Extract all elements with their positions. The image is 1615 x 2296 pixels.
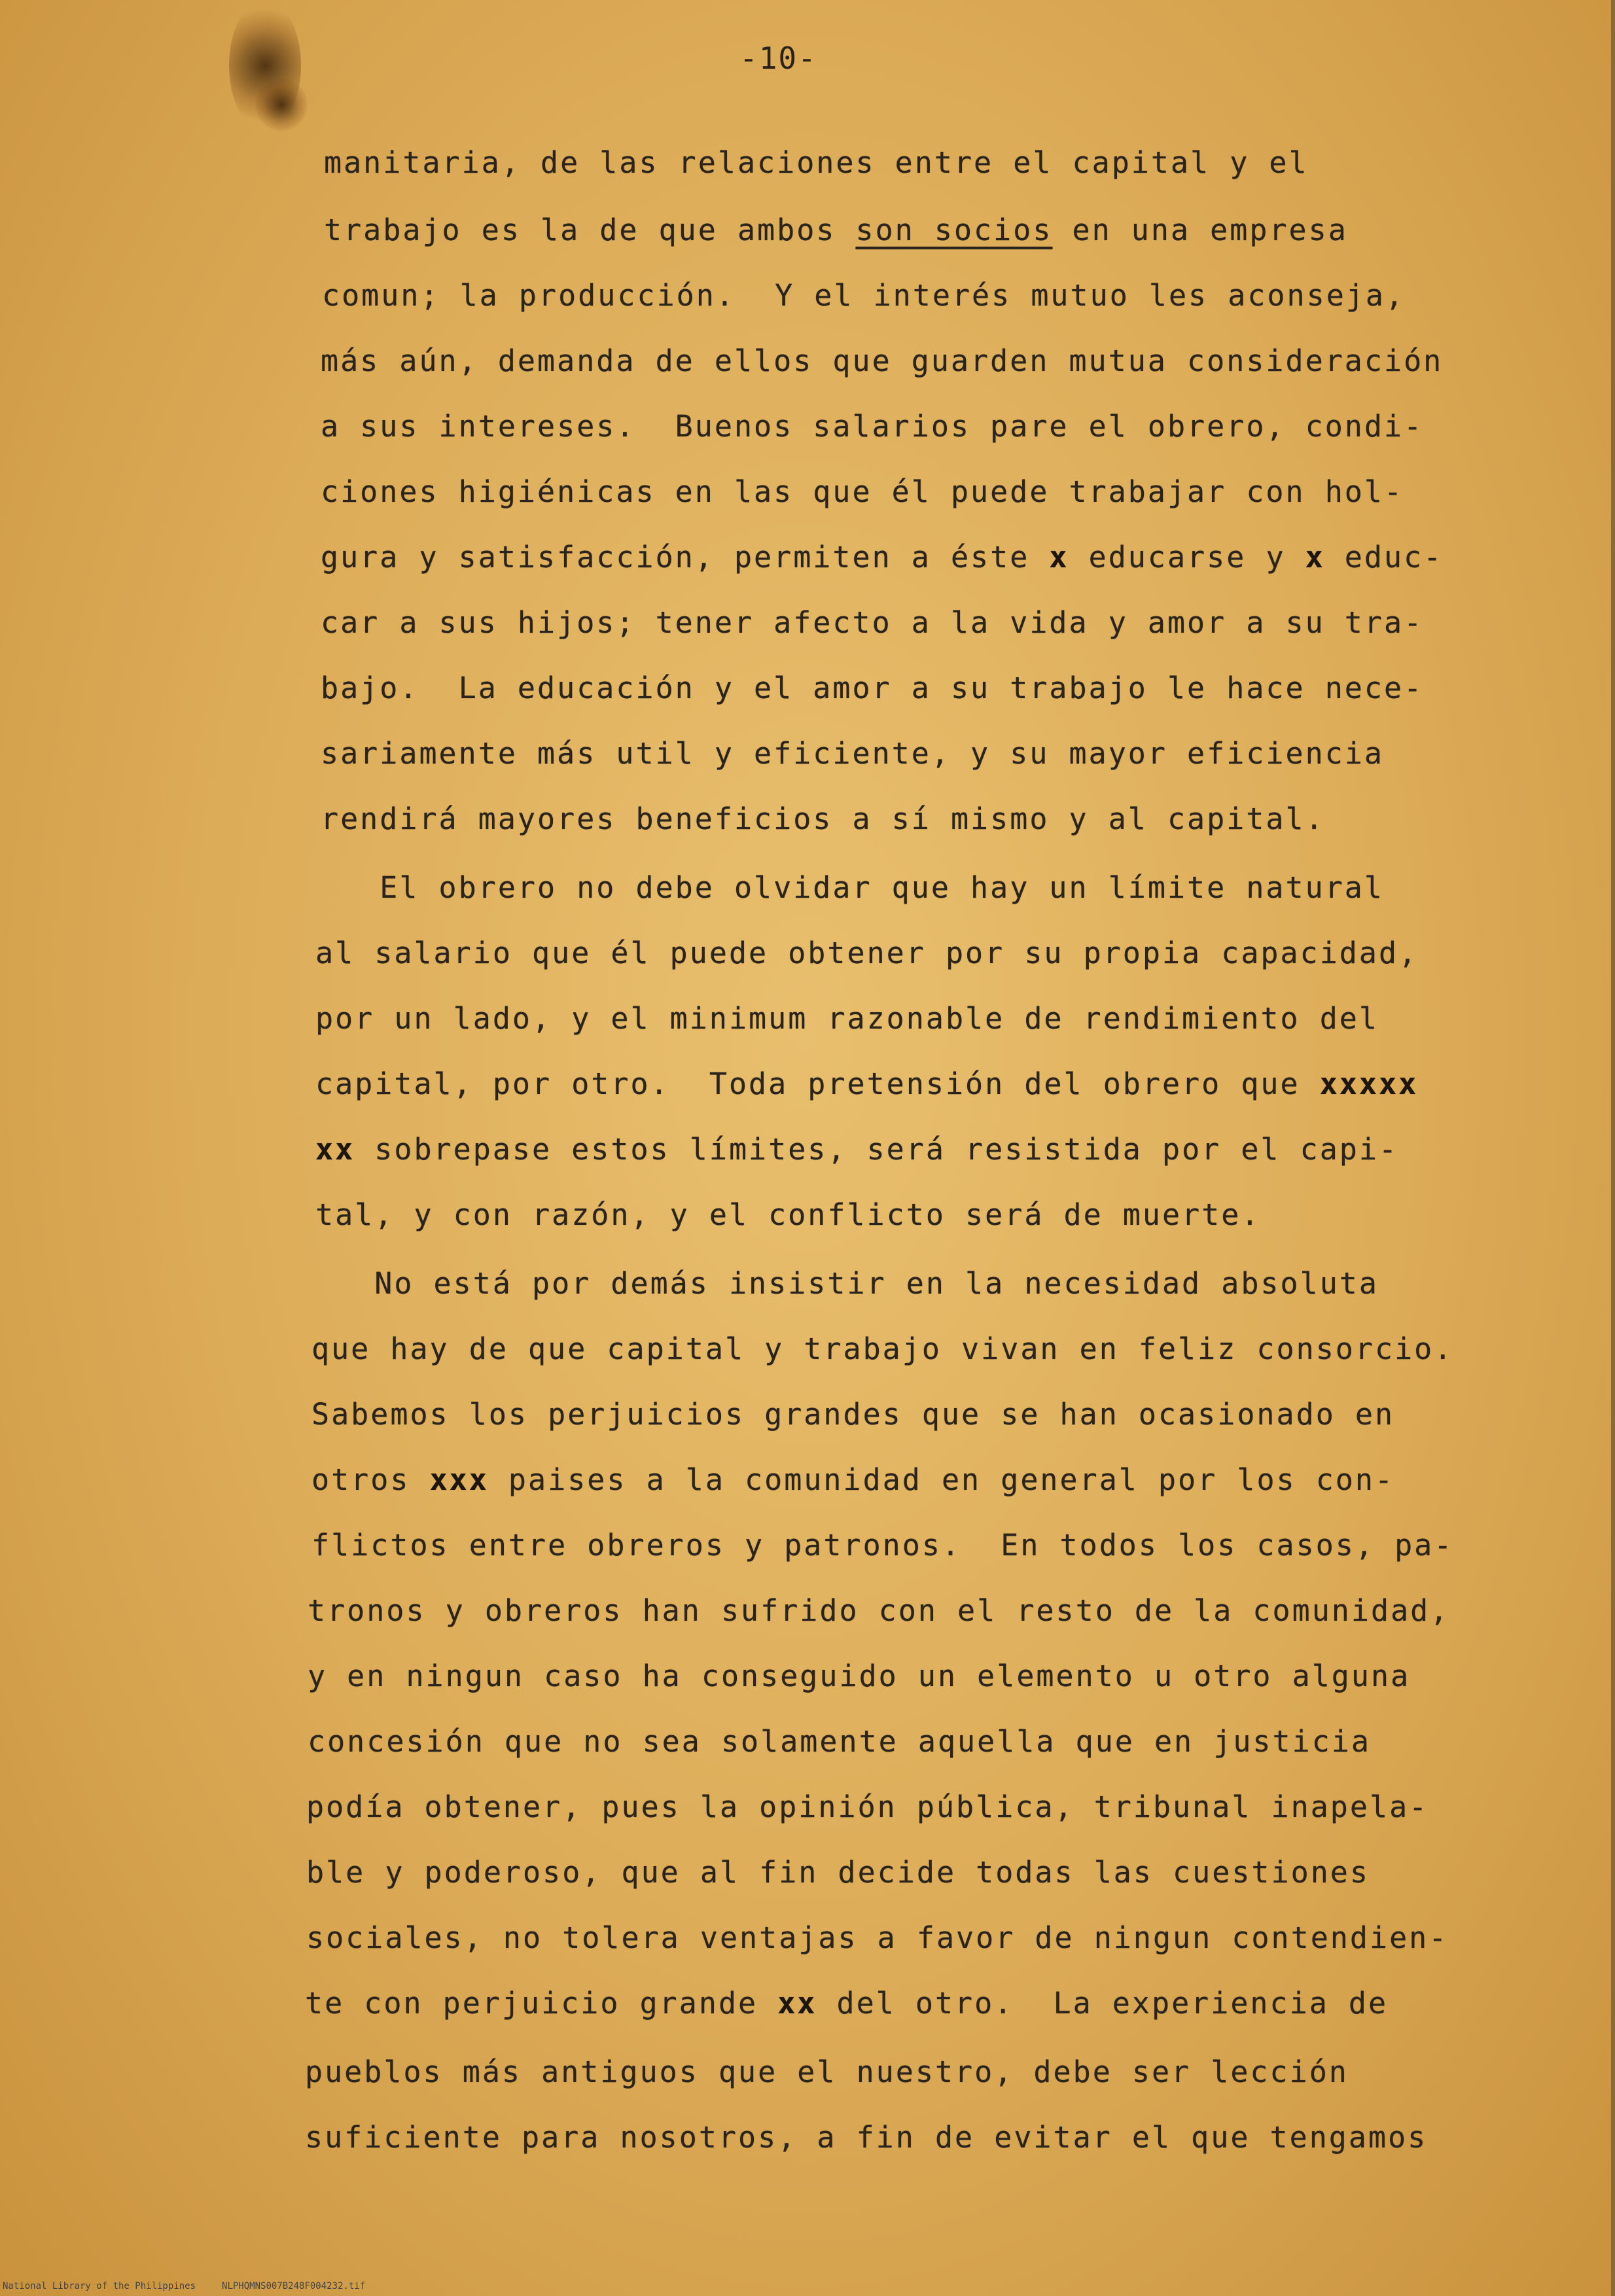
text-line: y en ningun caso ha conseguido un elemento u otro alguna [308, 1659, 1411, 1693]
burn-mark [255, 79, 308, 131]
page-number: -10- [739, 41, 817, 76]
underlined-phrase: son socios [855, 213, 1053, 247]
file-name: NLPHQMNS007B248F004232.tif [222, 2281, 366, 2291]
text-line: No está por demás insistir en la necesidad absoluta [315, 1266, 1379, 1301]
text-line: por un lado, y el minimum razonable de rendimiento del [315, 1001, 1379, 1036]
text-line: Sabemos los perjuicios grandes que se han ocasionado en [311, 1397, 1395, 1432]
text-line: a sus intereses. Buenos salarios pare el obrero, condi- [321, 409, 1424, 444]
typed-strikeout: xxxxx [1319, 1067, 1419, 1101]
typed-strikeout: x [1049, 540, 1069, 574]
text-line: suficiente para nosotros, a fin de evitar el que tengamos [305, 2120, 1428, 2155]
text-line: podía obtener, pues la opinión pública, tribunal inapela- [306, 1790, 1429, 1824]
library-name: National Library of the Philippines [3, 2281, 196, 2291]
scan-footer [3, 2281, 391, 2291]
text-line: bajo. La educación y el amor a su trabajo le hace nece- [321, 671, 1424, 705]
typed-strikeout: xx [315, 1132, 355, 1167]
typed-strikeout: x [1305, 540, 1325, 574]
text-line: más aún, demanda de ellos que guarden mutua consideración [321, 344, 1444, 378]
text-line: manitaria, de las relaciones entre el capital y el [324, 145, 1309, 180]
text-line: tronos y obreros han sufrido con el resto de la comunidad, [308, 1593, 1450, 1628]
text-line: flictos entre obreros y patronos. En todos los casos, pa- [311, 1528, 1454, 1563]
text-line: sariamente más util y eficiente, y su mayor eficiencia [321, 736, 1384, 771]
text-line: que hay de que capital y trabajo vivan en feliz consorcio. [311, 1332, 1454, 1366]
text-line: te con perjuicio grande xx del otro. La experiencia de [305, 1986, 1389, 2021]
typed-strikeout: xx [777, 1986, 817, 2021]
text-line: comun; la producción. Y el interés mutuo les aconseja, [322, 278, 1406, 313]
text-line: concesión que no sea solamente aquella que en justicia [308, 1724, 1371, 1759]
text-line: trabajo es la de que ambos son socios en una empresa [324, 213, 1348, 247]
text-line: car a sus hijos; tener afecto a la vida y amor a su tra- [321, 605, 1424, 640]
text-line: pueblos más antiguos que el nuestro, debe ser lección [305, 2055, 1349, 2089]
text-line: gura y satisfacción, permiten a éste x educarse y x educ- [321, 540, 1444, 574]
text-line: rendirá mayores beneficios a sí mismo y al capital. [321, 802, 1325, 836]
text-line: otros xxx paises a la comunidad en general por los con- [311, 1462, 1395, 1497]
text-line: ble y poderoso, que al fin decide todas las cuestiones [306, 1855, 1370, 1890]
text-line: tal, y con razón, y el conflicto será de muerte. [315, 1197, 1261, 1232]
text-line: xx sobrepase estos límites, será resistida por el capi- [315, 1132, 1399, 1167]
text-line: El obrero no debe olvidar que hay un límite natural [321, 870, 1384, 905]
text-line: al salario que él puede obtener por su propia capacidad, [315, 936, 1419, 970]
text-line: capital, por otro. Toda pretensión del obrero que xxxxx [315, 1067, 1419, 1101]
typed-strikeout: xxx [429, 1462, 489, 1497]
text-line: ciones higiénicas en las que él puede trabajar con hol- [321, 474, 1404, 509]
text-line: sociales, no tolera ventajas a favor de ningun contendien- [306, 1920, 1449, 1955]
